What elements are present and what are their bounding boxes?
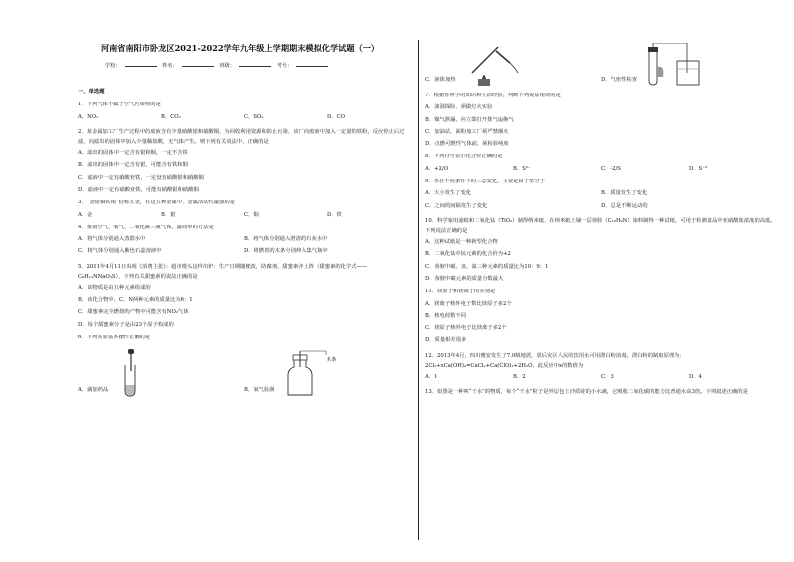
section-heading: 一、单选题 [78,89,105,95]
name-label: 姓名： [162,63,178,69]
column-divider [418,40,419,540]
student-info-row [105,61,332,69]
school-label: 学校： [105,63,121,69]
question-9-options-row2 [425,204,777,209]
option[interactable]: B．2 [513,373,526,380]
option[interactable]: A．金 [78,211,93,218]
option[interactable]: D．CO [327,113,345,120]
option[interactable]: D．每个甜蜜素分子是由23个原子构成的 [78,321,174,328]
option[interactable]: C．萘胺中碳、氢、氮三种元素的质量比为10：9：1 [425,263,549,270]
option[interactable]: C．镁原子核外电子比镁离子多2个 [425,325,507,332]
question-4-options-row2 [78,249,410,254]
question-1-stem: 1．下列气体不属于空气污染物的是 [78,102,161,108]
figure-dropper[interactable] [78,349,244,397]
question-6-figures [78,347,410,397]
option[interactable]: A．镁离子核外电子数比镁原子多2个 [425,300,512,307]
figure-airtight-check[interactable] [601,43,777,87]
question-8-options [425,167,777,172]
option[interactable]: B．二氧化钛中钛元素的化合价为+2 [425,251,511,258]
option[interactable]: C．将气体分别通入紫色石蕊溶液中 [78,248,162,255]
option: D．气密性检查 [601,76,638,83]
question-3-options [78,213,410,218]
question-12-options [425,375,777,380]
option[interactable]: C．之间的间隔发生了变化 [425,202,488,209]
question-6-stem: 6．下列实验基本操作正确的是 [78,335,151,340]
option[interactable]: C．甜蜜素完全燃烧的产物中可能含有NO₂气体 [78,309,189,316]
question-9-stem: 9．水在不同条件下的三态变化，主要是由于水分子 [425,179,545,185]
option[interactable]: A．大小发生了变化 [425,190,472,197]
page-title: 河南省南阳市卧龙区2021-2022学年九年级上学期期末模拟化学试题（一） [100,43,380,53]
option[interactable]: D．点燃可燃性气体前，须检验纯度 [425,141,509,148]
question-4-stem: 4．鉴别空气、氧气、二氧化碳三瓶气体，最简单的方法是 [78,224,214,230]
option[interactable]: D．滤液中一定有硝酸亚铁，可能有硝酸银和硝酸铜 [78,186,199,193]
option[interactable]: B．该化合物中，C、N两种元素的质量比为6：1 [78,297,193,304]
name-blank[interactable] [182,61,214,67]
liquid-heating-icon [462,43,522,87]
question-1-options [78,115,410,120]
airtightness-icon [643,43,707,87]
option[interactable]: B．S²⁻ [513,165,531,172]
option[interactable]: C．-2/S [601,165,621,172]
option: C．液体加热 [425,76,456,83]
figure-oxygen-test[interactable] [244,347,410,397]
question-6-figures-cd [425,42,777,87]
school-blank[interactable] [125,61,157,67]
option[interactable]: A．该物质是由五种元素组成的 [78,284,151,291]
option[interactable]: A．这种试纸是一种新型化合物 [425,239,498,246]
question-11-stem: 11．镁原子和镁离子的差别是 [425,289,496,295]
figure-liquid-heating[interactable] [425,43,601,87]
option[interactable]: D．将燃着的木条分别伸入集气瓶中 [244,248,328,255]
class-label: 班级： [219,63,236,69]
left-column [78,90,410,403]
option[interactable]: D．萘胺中碳元素的质量分数最大 [425,275,504,282]
option[interactable]: C．3 [601,373,614,380]
question-3-stem: 3．“金银铜铁锡”俗称五金，在这五种金属中，金属活动性最强的是 [78,200,236,206]
option[interactable]: D．总是不断运动的 [601,202,648,209]
question-7-stem: 7．根据你所学的知识和生活经验，判断下列说法错误的是 [425,93,561,98]
option[interactable]: B．银 [161,211,176,218]
question-5-stem: 5．2011年4月11日央视《消费主张》：超市馒头这样出炉：生产日期随便改，防腐剂、甜蜜素齐上阵（甜蜜素的化学式——C₆H₁₂NNaO₃S），下列有关甜蜜素的说法正确的是 [78,263,368,280]
option[interactable]: D．质量相差很多 [425,337,467,344]
dropper-tube-icon [114,349,154,397]
question-13-stem: 13．如图是一种叫“干水”的物质，每个“干水”粒子是外层包上沙质硅的小水滴，它吸收二氧化碳的能力比普通水高3倍。下列叙述正确的是 [425,389,748,396]
question-2-stem: 2．某金属加工厂生产过程中的废液含有少量硝酸银和硝酸铜，为回收利用资源和防止污染，该厂向废液中加入一定量的铁粉，反应停止后过滤，向滤出的固体中加入少量稀盐酸，无气体产生。则下列有关说法中，正确的是 [78,128,405,145]
option[interactable]: D．铁 [327,211,342,218]
option[interactable]: B．将气体分别通入澄清的石灰水中 [244,236,328,243]
option[interactable]: B．滤出的固体中一定含有银，可能含有铁和铜 [78,162,188,169]
option[interactable]: A．1 [425,373,438,380]
option[interactable]: B．CO₂ [161,113,181,120]
option[interactable]: A．+2/O [425,165,449,172]
question-12-stem: 12．2013年4月，四川雅安发生了7.0级地震，震后灾区人民的饮用水可用漂白粉消毒。漂白粉的制取原理为：2Cl₂+xCa(OH)₂=CaCl₂+Ca(ClO)₂+2H₂O，此反应中x的数值为 [425,352,685,369]
option[interactable]: A．滤出的固体中一定含有银和铜，一定不含铁 [78,150,188,157]
option[interactable]: D．S⁻² [689,165,708,172]
option[interactable]: A．将气体分别通入蒸馏水中 [78,236,146,243]
right-column [425,40,777,401]
option[interactable]: A．NO₂ [78,113,99,120]
question-10-stem: 10．科学家用滤纸和二氧化钛（TiO₂）制得纳米纸，在纳米纸上铺一层萘胺（C₁₀H₉N）染料制得一种试纸，可用于检测食品中亚硝酸盐浓度的高低。下列说法正确的是 [425,217,776,235]
class-blank[interactable] [239,61,271,67]
option[interactable]: C．加油站、面粉加工厂须严禁烟火 [425,128,509,135]
option[interactable]: D．4 [689,373,702,380]
option[interactable]: C．铜 [244,211,259,218]
option[interactable]: B．核电荷数不同 [425,312,466,319]
exam-number-label: 考号： [276,63,293,69]
option[interactable]: B．质量发生了变化 [601,190,648,197]
option[interactable]: C．滤液中一定有硝酸亚铁，一定没有硝酸银和硝酸铜 [78,174,204,181]
question-8-stem: 8．下列符号表示化合价正确的是 [425,154,503,160]
option: B．氧气验满 [244,387,275,393]
gas-bottle-icon [280,347,340,397]
option: A．滴加药品 [78,387,109,393]
option[interactable]: B．煤气泄漏，应立即打开排气扇换气 [425,116,514,123]
option[interactable]: A．油洞探险，须做灯火实验 [425,104,493,111]
exam-number-blank[interactable] [296,61,328,67]
wood-stick-label: 木条 [326,357,337,364]
option[interactable]: C．SO₂ [244,113,264,120]
question-9-options-row1 [425,191,777,196]
question-4-options-row1 [78,237,410,242]
